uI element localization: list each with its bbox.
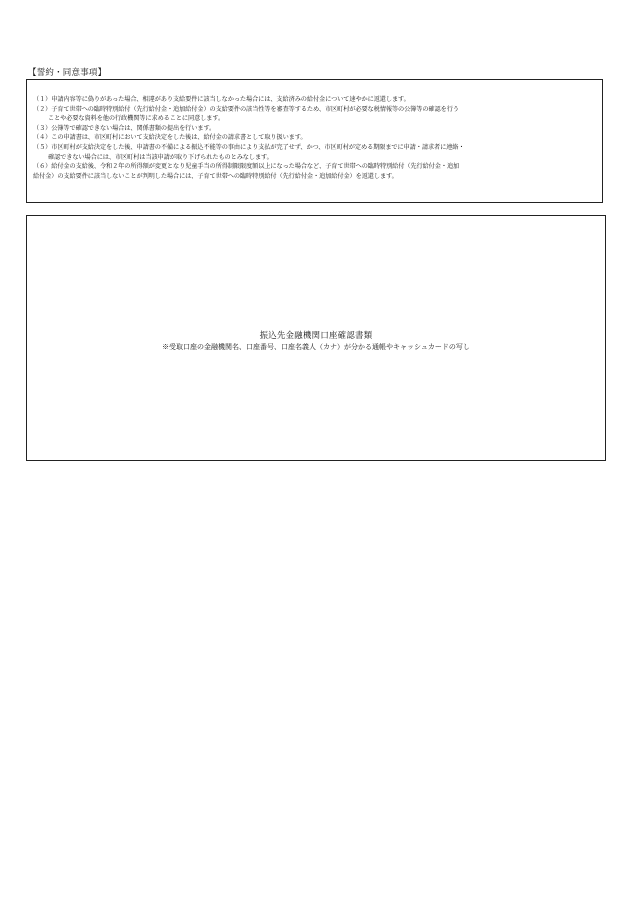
pledge-item-5-continued: 確認できない場合には、市区町村は当該申請が取り下げられたものとみなします。 [48, 153, 273, 161]
pledge-item-5: （５）市区町村が支給決定をした後、申請書の不備による振込不能等の事由により支払が完了せず、かつ、市区町村が定める期限までに申請・請求者に連絡・ [33, 143, 465, 151]
attachment-note: ※受取口座の金融機関名、口座番号、口座名義人（カナ）が分かる通帳やキャッシュカードの写し [162, 343, 470, 351]
pledge-item-6-continued: 給付金）の支給要件に該当しないことが判明した場合には、子育て世帯への臨時特別給付（先行給付金・追加給付金）を返還します。 [33, 172, 398, 180]
pledge-item-4: （４）この申請書は、市区町村において支給決定をした後は、給付金の請求書として取り扱います。 [33, 134, 307, 142]
pledge-item-3: （３）公簿等で確認できない場合は、関係書類の提出を行います。 [33, 124, 216, 132]
pledge-box [26, 79, 603, 203]
attachment-title: 振込先金融機関口座確認書類 [259, 330, 373, 340]
pledge-item-6: （６）給付金の支給後、令和２年の所得額が変更となり児童手当の所得制限限度額以上になった場合など、子育て世帯への臨時特別給付（先行給付金・追加 [33, 163, 460, 171]
bank-document-attachment-box[interactable] [26, 215, 606, 461]
pledge-item-2: （２）子育て世帯への臨時特別給付（先行給付金・追加給付金）の支給要件の該当性等を審査等するため、市区町村が必要な税情報等の公簿等の確認を行う [33, 105, 459, 113]
pledge-item-2-continued: ことや必要な資料を他の行政機関等に求めることに同意します。 [48, 115, 225, 123]
pledge-item-1: （１）申請内容等に偽りがあった場合、相違があり支給要件に該当しなかった場合には、支給済みの給付金について速やかに返還します。 [33, 96, 410, 103]
pledge-section-title: 【誓約・同意事項】 [28, 68, 107, 78]
